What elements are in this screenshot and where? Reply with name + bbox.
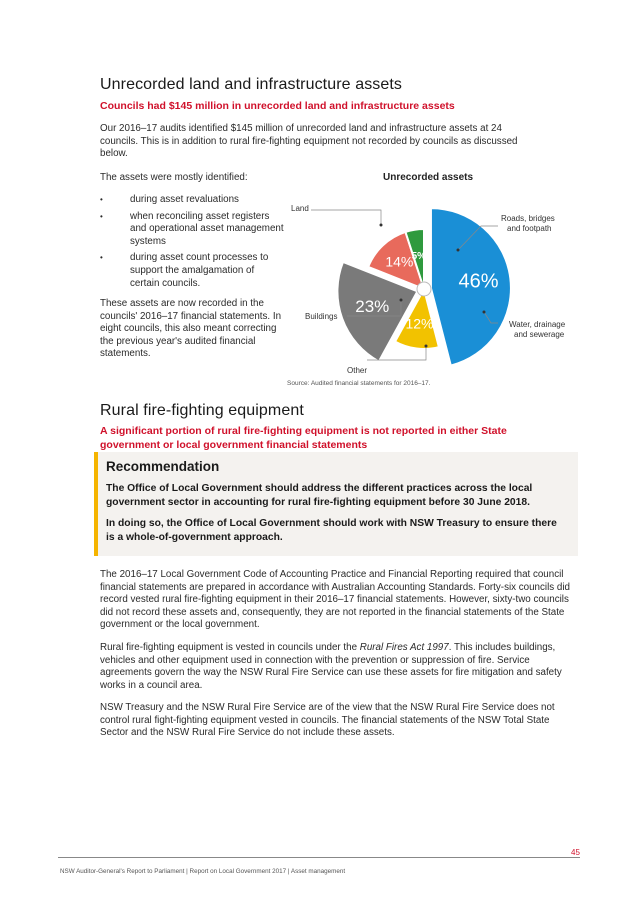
intro-paragraph: Our 2016–17 audits identified $145 million of unrecorded land and infrastructure assets at 24 councils. This is in addition to rural fire-fighting equipment not recorded by councils as discussed below. — [100, 123, 518, 160]
unrecorded-assets-chart — [283, 168, 593, 396]
identified-bullet-list — [100, 194, 285, 294]
closing-paragraph: These assets are now recorded in the councils' 2016–17 financial statements. In eight councils, this also meant correcting the previous year's audited financial statements. — [100, 298, 282, 360]
act-title: Rural Fires Act 1997 — [359, 642, 449, 653]
body-paragraph-3: NSW Treasury and the NSW Rural Fire Service are of the view that the NSW Rural Fire Service does not control rural fight-fighting equipment vested in councils. The financial statements of the NSW Total State Sector and the NSW Rural Fire Service do not include these assets. — [100, 702, 555, 739]
subheading-unrecorded-assets: Councils had $145 million in unrecorded land and infrastructure assets — [100, 100, 455, 112]
leader-dot-land — [380, 224, 383, 227]
category-label-buildings: Buildings — [305, 312, 338, 321]
leader-dot-water — [483, 311, 486, 314]
leader-dot-other — [425, 345, 428, 348]
category-label-roads: Roads, bridges and footpath — [501, 214, 555, 233]
value-label-roads: 12% — [405, 315, 434, 332]
list-item: • during asset count processes to support the amalgamation of certain councils. — [100, 252, 285, 290]
category-label-land: Land — [291, 204, 309, 213]
footer-text: NSW Auditor-General's Report to Parliament | Report on Local Government 2017 | Asset management — [60, 868, 346, 875]
chart-source-note: Source: Audited financial statements for 2016–17. — [287, 380, 431, 387]
body-paragraph-2-end: . This includes buildings, vehicles and other equipment used in connection with the prevention or suppression of fire. Service agreements govern the way the NSW Rural Fire Service can use these assets for fire mitigation and safety works in a council area. — [100, 642, 562, 691]
leader-dot-roads — [457, 249, 460, 252]
leader-line-land — [311, 210, 381, 225]
value-label-buildings: 5% — [411, 251, 427, 263]
category-label-other: Other — [347, 366, 368, 375]
list-item: • during asset revaluations — [100, 194, 285, 207]
subheading-rural-fire: A significant portion of rural fire-fighting equipment is not reported in either State government or local government financial statements — [100, 425, 507, 451]
body-paragraph-2-start: Rural fire-fighting equipment is vested in councils under the — [100, 642, 360, 653]
pie-center-hole — [417, 282, 431, 296]
value-label-other: 14% — [385, 253, 414, 270]
pie-chart-svg — [283, 168, 593, 396]
section-heading-rural-fire: Rural fire-fighting equipment — [100, 402, 304, 419]
recommendation-paragraph-2: In doing so, the Office of Local Government should work with NSW Treasury to ensure there is a whole-of-government approach. — [106, 518, 557, 543]
page-number: 45 — [571, 848, 580, 857]
body-paragraph-1: The 2016–17 Local Government Code of Accounting Practice and Financial Reporting required that council financial statements are prepared in accordance with Australian Accounting Standards. Forty-six councils did record vested rural fire-fighting equipment in their 2016–17 financial statements. However, sixty-two councils did not record these assets and, consequently, they are not reported in the financial statements of the State government or the local government. — [100, 569, 570, 631]
leader-dot-buildings — [400, 299, 403, 302]
category-label-water: Water, drainage and sewerage — [509, 320, 566, 339]
lead-paragraph: The assets were mostly identified: — [100, 172, 248, 183]
section-heading-unrecorded-assets: Unrecorded land and infrastructure assets — [100, 76, 403, 93]
recommendation-title: Recommendation — [106, 459, 220, 474]
recommendation-box — [94, 452, 578, 556]
footer-divider — [58, 857, 580, 858]
value-label-land: 46% — [458, 270, 499, 293]
list-item: • when reconciling asset registers and operational asset management systems — [100, 211, 285, 249]
body-paragraph-2 — [100, 642, 578, 692]
recommendation-paragraph-1: The Office of Local Government should address the different practices across the local government sector in accounting for rural fire-fighting equipment before 30 June 2018. — [106, 483, 533, 508]
value-label-water: 23% — [355, 297, 390, 317]
chart-title: Unrecorded assets — [383, 172, 474, 183]
